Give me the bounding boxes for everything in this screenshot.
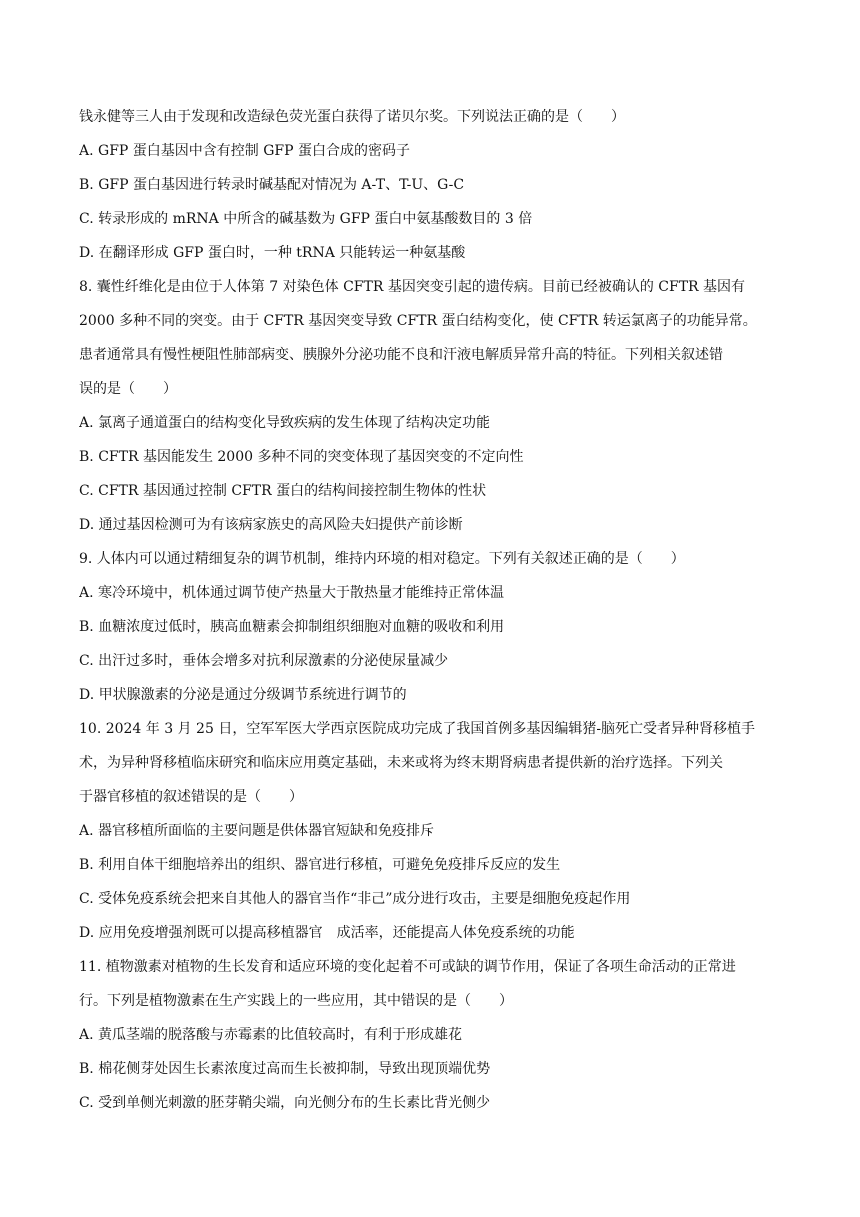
q7-option-b: B. GFP 蛋白基因进行转录时碱基配对情况为 A-T、T-U、G-C	[79, 177, 465, 193]
q11-stem-line-2: 行。下列是植物激素在生产实践上的一些应用，其中错误的是（ ）	[79, 993, 513, 1009]
q9-option-b: B. 血糖浓度过低时，胰高血糖素会抑制组织细胞对血糖的吸收和利用	[79, 619, 505, 635]
q8-option-c: C. CFTR 基因通过控制 CFTR 蛋白的结构间接控制生物体的性状	[79, 483, 487, 499]
q9-option-d: D. 甲状腺激素的分泌是通过分级调节系统进行调节的	[79, 687, 407, 703]
q11-option-b: B. 棉花侧芽处因生长素浓度过高而生长被抑制，导致出现顶端优势	[79, 1061, 491, 1077]
question-text-block	[79, 100, 794, 1120]
q11-option-a: A. 黄瓜茎端的脱落酸与赤霉素的比值较高时，有利于形成雄花	[79, 1027, 463, 1043]
q8-stem-line-3: 患者通常具有慢性梗阻性肺部病变、胰腺外分泌功能不良和汗液电解质异常升高的特征。下列相关叙述错	[79, 347, 723, 363]
q10-stem-line-3: 于器官移植的叙述错误的是（ ）	[79, 789, 303, 805]
q8-option-d: D. 通过基因检测可为有该病家族史的高风险夫妇提供产前诊断	[79, 517, 463, 533]
q8-option-a: A. 氯离子通道蛋白的结构变化导致疾病的发生体现了结构决定功能	[79, 415, 491, 431]
q9-option-a: A. 寒冷环境中，机体通过调节使产热量大于散热量才能维持正常体温	[79, 585, 505, 601]
q10-option-c: C. 受体免疫系统会把来自其他人的器官当作“非己”成分进行攻击，主要是细胞免疫起作用	[79, 891, 631, 907]
q10-stem-line-2: 术，为异种肾移植临床研究和临床应用奠定基础，未来或将为终末期肾病患者提供新的治疗选择。下列关	[79, 755, 723, 771]
q10-stem-line-1: 10. 2024 年 3 月 25 日，空军军医大学西京医院成功完成了我国首例多基因编辑猪-脑死亡受者异种肾移植手	[79, 721, 756, 737]
q10-option-b: B. 利用自体干细胞培养出的组织、器官进行移植，可避免免疫排斥反应的发生	[79, 857, 561, 873]
q10-option-d: D. 应用免疫增强剂既可以提高移植器官 成活率，还能提高人体免疫系统的功能	[79, 925, 575, 941]
q8-stem-line-1: 8. 囊性纤维化是由位于人体第 7 对染色体 CFTR 基因突变引起的遗传病。目前已经被确认的 CFTR 基因有	[79, 279, 746, 295]
q8-stem-line-2: 2000 多种不同的突变。由于 CFTR 基因突变导致 CFTR 蛋白结构变化，使 CFTR 转运氯离子的功能异常。	[79, 313, 757, 329]
q11-option-c: C. 受到单侧光刺激的胚芽鞘尖端，向光侧分布的生长素比背光侧少	[79, 1095, 491, 1111]
q7-option-c: C. 转录形成的 mRNA 中所含的碱基数为 GFP 蛋白中氨基酸数目的 3 倍	[79, 211, 533, 227]
q10-option-a: A. 器官移植所面临的主要问题是供体器官短缺和免疫排斥	[79, 823, 435, 839]
q8-option-b: B. CFTR 基因能发生 2000 多种不同的突变体现了基因突变的不定向性	[79, 449, 524, 465]
q11-stem-line-1: 11. 植物激素对植物的生长发育和适应环境的变化起着不可或缺的调节作用，保证了各项生命活动的正常进	[79, 959, 736, 975]
q7-option-d: D. 在翻译形成 GFP 蛋白时，一种 tRNA 只能转运一种氨基酸	[79, 245, 466, 261]
q7-stem-continuation: 钱永健等三人由于发现和改造绿色荧光蛋白获得了诺贝尔奖。下列说法正确的是（ ）	[79, 109, 625, 125]
q9-stem: 9. 人体内可以通过精细复杂的调节机制，维持内环境的相对稳定。下列有关叙述正确的是（ ）	[79, 551, 685, 567]
q9-option-c: C. 出汗过多时，垂体会增多对抗利尿激素的分泌使尿量减少	[79, 653, 449, 669]
q8-stem-line-4: 误的是（ ）	[79, 381, 177, 397]
q7-option-a: A. GFP 蛋白基因中含有控制 GFP 蛋白合成的密码子	[79, 143, 410, 159]
